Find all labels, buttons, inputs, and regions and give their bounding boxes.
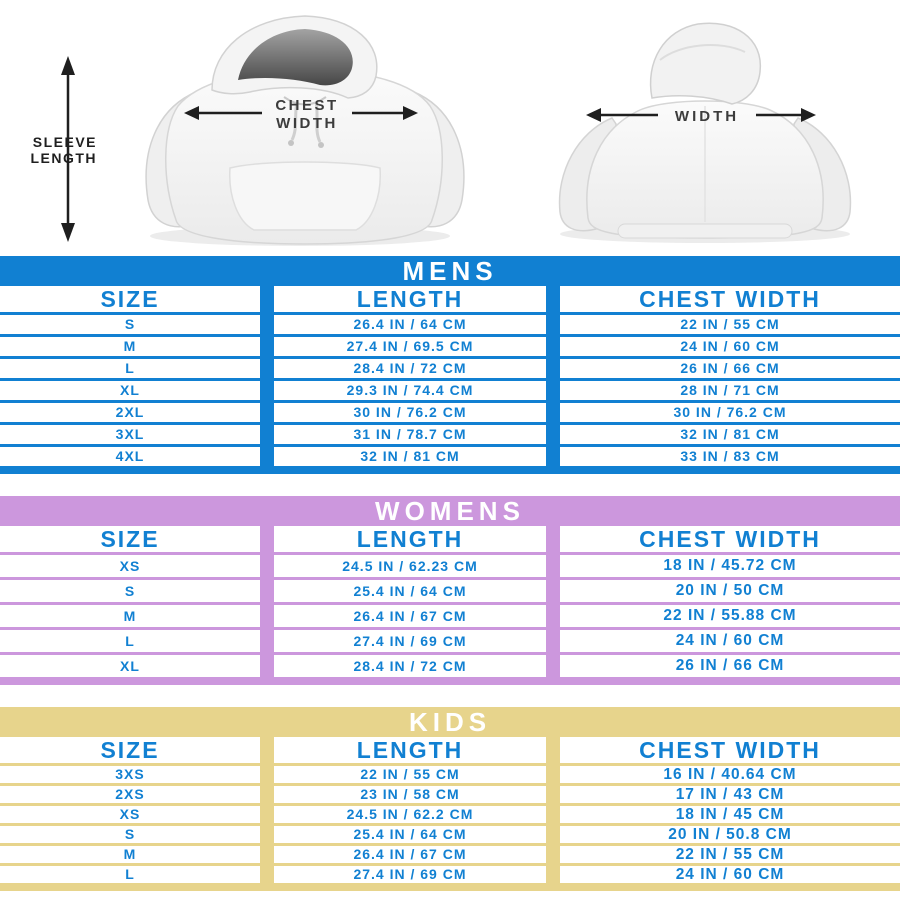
chest-width-cell: 26 IN / 66 CM [560,359,900,378]
chest-width-cell: 20 IN / 50 CM [560,580,900,602]
kids-table-title: KIDS [408,707,492,737]
chest-width-cell: 28 IN / 71 CM [560,381,900,400]
chest-width-label-line1: CHEST [275,97,339,114]
size-cell: L [0,359,260,378]
chest-width-cell: 24 IN / 60 CM [560,630,900,652]
chest-width-cell: 18 IN / 45 CM [560,806,900,823]
hoodie-diagram-canvas [0,0,900,256]
size-cell: XS [0,555,260,577]
length-cell: 26.4 IN / 67 CM [274,846,546,863]
chest-width-cell: 24 IN / 60 CM [560,866,900,883]
womens-size-table [0,496,900,685]
kids-size-table [0,707,900,891]
length-cell: 28.4 IN / 72 CM [274,655,546,677]
chest-width-cell: 33 IN / 83 CM [560,447,900,466]
size-cell: S [0,826,260,843]
sleeve-length-label-line1: SLEEVE [32,134,97,150]
length-cell: 29.3 IN / 74.4 CM [274,381,546,400]
chest-width-cell: 18 IN / 45.72 CM [560,555,900,577]
length-cell: 24.5 IN / 62.2 CM [274,806,546,823]
chest-width-cell: 22 IN / 55 CM [560,846,900,863]
size-cell: XL [0,655,260,677]
womens-header-length: LENGTH [274,526,546,552]
size-cell: L [0,630,260,652]
length-cell: 25.4 IN / 64 CM [274,580,546,602]
womens-header-chest-width: CHEST WIDTH [560,526,900,552]
length-cell: 24.5 IN / 62.23 CM [274,555,546,577]
womens-table-grid [0,526,900,677]
kids-header-chest-width: CHEST WIDTH [560,737,900,763]
chest-width-cell: 22 IN / 55.88 CM [560,605,900,627]
size-cell: 3XL [0,425,260,444]
length-cell: 27.4 IN / 69.5 CM [274,337,546,356]
hoodie-measurement-diagram [0,0,900,256]
length-cell: 31 IN / 78.7 CM [274,425,546,444]
length-cell: 23 IN / 58 CM [274,786,546,803]
size-cell: XL [0,381,260,400]
kids-header-length: LENGTH [274,737,546,763]
length-cell: 27.4 IN / 69 CM [274,866,546,883]
length-cell: 26.4 IN / 64 CM [274,315,546,334]
chest-width-cell: 24 IN / 60 CM [560,337,900,356]
sleeve-length-label-line2: LENGTH [30,150,97,166]
length-cell: 22 IN / 55 CM [274,766,546,783]
length-cell: 28.4 IN / 72 CM [274,359,546,378]
kids-header-size: SIZE [0,737,260,763]
length-cell: 32 IN / 81 CM [274,447,546,466]
size-cell: M [0,337,260,356]
size-cell: M [0,605,260,627]
size-cell: 4XL [0,447,260,466]
chest-width-cell: 26 IN / 66 CM [560,655,900,677]
mens-table-title: MENS [402,256,498,286]
length-cell: 27.4 IN / 69 CM [274,630,546,652]
chest-width-cell: 20 IN / 50.8 CM [560,826,900,843]
mens-table-grid [0,286,900,466]
mens-header-chest-width: CHEST WIDTH [560,286,900,312]
womens-table-title: WOMENS [375,496,525,526]
kids-table-grid [0,737,900,883]
chest-width-label-line2: WIDTH [276,115,338,132]
size-cell: S [0,315,260,334]
size-cell: M [0,846,260,863]
back-width-label: WIDTH [674,108,740,125]
length-cell: 25.4 IN / 64 CM [274,826,546,843]
mens-header-length: LENGTH [274,286,546,312]
chest-width-cell: 16 IN / 40.64 CM [560,766,900,783]
size-cell: S [0,580,260,602]
mens-header-size: SIZE [0,286,260,312]
size-cell: 2XS [0,786,260,803]
size-cell: 3XS [0,766,260,783]
back-hoodie-illustration [560,23,851,243]
chest-width-cell: 17 IN / 43 CM [560,786,900,803]
size-cell: L [0,866,260,883]
chest-width-cell: 32 IN / 81 CM [560,425,900,444]
length-cell: 26.4 IN / 67 CM [274,605,546,627]
size-cell: 2XL [0,403,260,422]
womens-header-size: SIZE [0,526,260,552]
mens-size-table [0,256,900,474]
size-cell: XS [0,806,260,823]
chest-width-cell: 22 IN / 55 CM [560,315,900,334]
chest-width-cell: 30 IN / 76.2 CM [560,403,900,422]
length-cell: 30 IN / 76.2 CM [274,403,546,422]
